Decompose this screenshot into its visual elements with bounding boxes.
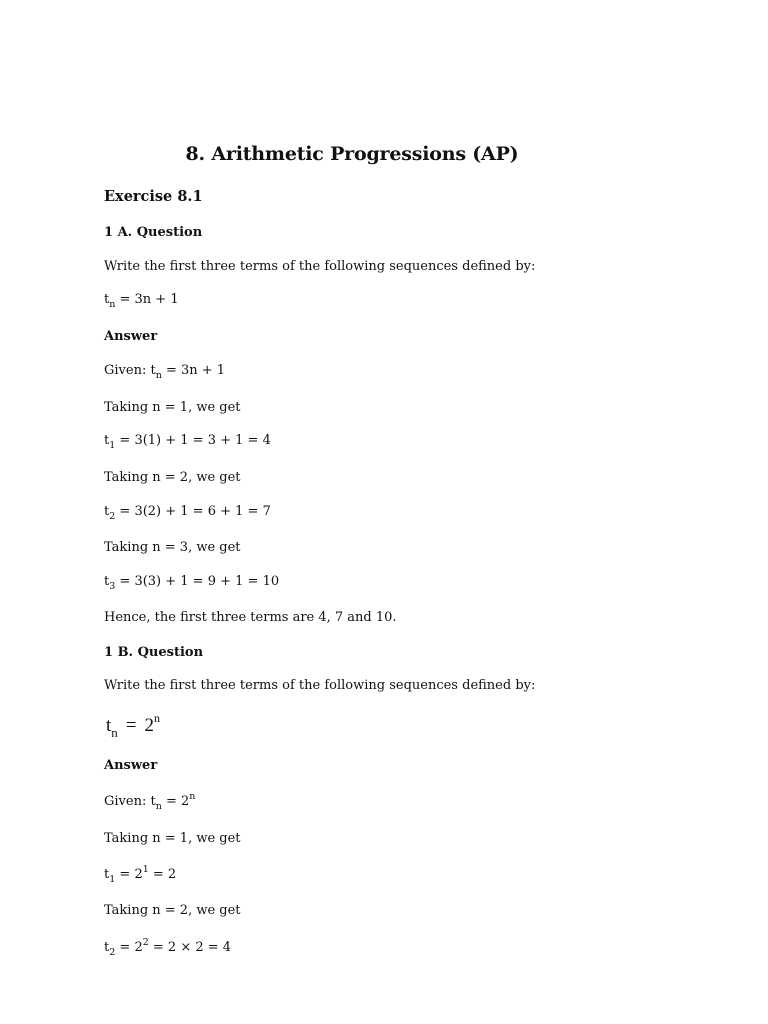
exercise-heading: Exercise 8.1 [104, 188, 203, 205]
question-1a-prompt: Write the first three terms of the following sequences defined by: [104, 259, 536, 274]
answer-1a-label: Answer [104, 329, 158, 344]
answer-1a-given: Given: $t_n = 3n + 1$ [104, 363, 226, 381]
answer-1a-step-1: Taking n = 1, we get [104, 400, 241, 415]
question-1b-heading: 1 B. Question [104, 645, 204, 660]
answer-1a-conclusion: Hence, the first three terms are 4, 7 and 10. [104, 610, 397, 625]
answer-1a-calc-1: $t_1 = 3(1) + 1 = 3 + 1 = 4$ [104, 433, 271, 451]
answer-1a-calc-2: $t_2 = 3(2) + 1 = 6 + 1 = 7$ [104, 504, 271, 522]
answer-1a-step-3: Taking n = 3, we get [104, 540, 241, 555]
question-1b-prompt: Write the first three terms of the following sequences defined by: [104, 678, 536, 693]
answer-1b-step-1: Taking n = 1, we get [104, 831, 241, 846]
answer-1b-calc-1: $t_1 = 2^1 = 2$ [104, 864, 177, 885]
question-1b-formula: $t_n = 2^n$ [106, 711, 160, 740]
answer-1b-label: Answer [104, 758, 158, 773]
question-1a-heading: 1 A. Question [104, 225, 203, 240]
answer-1b-calc-2: $t_2 = 2^2 = 2 \times 2 = 4$ [104, 937, 232, 958]
question-1a-formula: $t_n = 3n + 1$ [104, 292, 179, 310]
answer-1a-calc-3: $t_3 = 3(3) + 1 = 9 + 1 = 10$ [104, 574, 280, 592]
answer-1b-step-2: Taking n = 2, we get [104, 903, 241, 918]
page-title: 8. Arithmetic Progressions (AP) [185, 143, 519, 165]
answer-1b-given: Given: $t_n = 2^n$ [104, 791, 196, 812]
answer-1a-step-2: Taking n = 2, we get [104, 470, 241, 485]
